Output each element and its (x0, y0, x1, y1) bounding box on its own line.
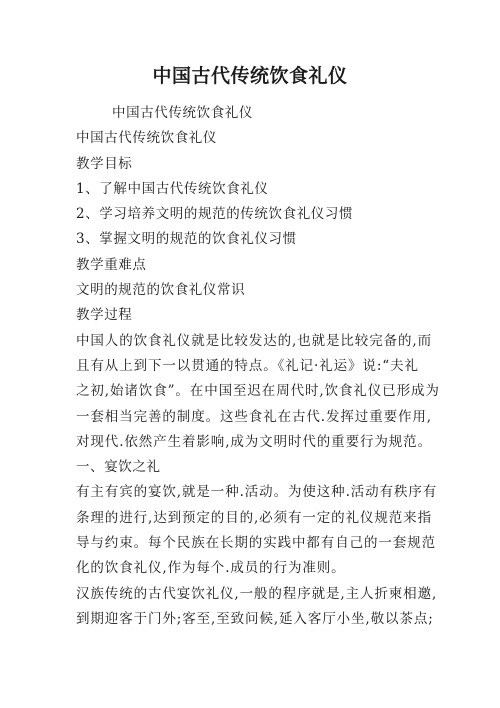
objective-item: 3、掌握文明的规范的饮食礼仪习惯 (76, 231, 297, 248)
paragraph-line: 一套相当完善的制度。这些食礼在古代.发挥过重要作用, (76, 408, 432, 425)
objective-item: 2、学习培养文明的规范的传统饮食礼仪习惯 (76, 206, 354, 223)
paragraph-line: 条理的进行,达到预定的目的,必须有一定的礼仪规范来指 (76, 509, 432, 526)
objective-item: 1、了解中国古代传统饮食礼仪 (76, 180, 269, 197)
paragraph-intro (76, 329, 440, 455)
paragraph-line: 中国人的饮食礼仪就是比较发达的,也就是比较完备的,而 (76, 332, 432, 349)
document-subtitle: 中国古代传统饮食礼仪 (112, 105, 253, 121)
paragraph-line: 导与约束。每个民族在长期的实践中都有自己的一套规范 (76, 535, 436, 552)
paragraph-han-tradition (76, 582, 438, 633)
paragraph-banquet (76, 480, 438, 581)
document-title: 中国古代传统饮食礼仪 (152, 65, 348, 87)
paragraph-line: 化的饮食礼仪,作为每个.成员的行为准则。 (76, 560, 346, 577)
paragraph-line: 到期迎客于门外;客至,至致问候,延入客厅小坐,敬以茶点; (76, 610, 434, 627)
text-line: 中国古代传统饮食礼仪 (76, 130, 217, 147)
paragraph-line: 有主有宾的宴饮,就是一种.活动。为使这种.活动有秩序有 (76, 484, 438, 501)
paragraph-line: 汉族传统的古代宴饮礼仪,一般的程序就是,主人折柬相邀, (76, 585, 438, 602)
document-body (76, 101, 440, 632)
text-line: 文明的规范的饮食礼仪常识 (76, 282, 246, 299)
section-heading: 一、宴饮之礼 (76, 459, 161, 476)
paragraph-line: 且有从上到下一以贯通的特点。《礼记·礼运》说:“夫礼 (76, 357, 419, 374)
section-label-key-points: 教学重难点 (76, 256, 147, 273)
paragraph-line: 之初,始诸饮食”。在中国至迟在周代时,饮食礼仪已形成为 (76, 383, 440, 400)
section-label-objectives: 教学目标 (76, 155, 133, 172)
paragraph-line: 对现代.依然产生着影响,成为文明时代的重要行为规范。 (76, 433, 432, 450)
section-label-process: 教学过程 (76, 307, 133, 324)
